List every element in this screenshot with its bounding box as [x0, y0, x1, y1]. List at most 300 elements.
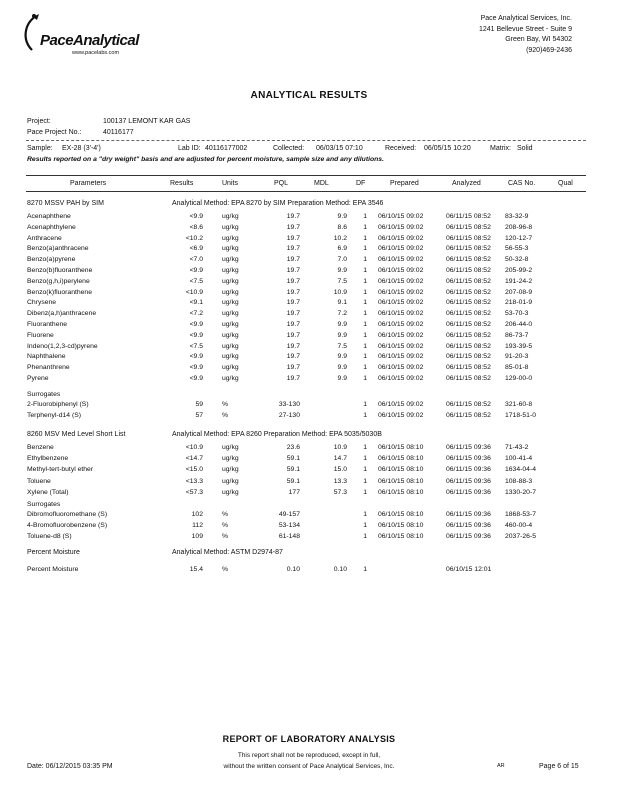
df: 1 [363, 511, 367, 518]
pql: 19.7 [286, 245, 300, 253]
result-value: 59 [195, 401, 203, 408]
col-units: Units [222, 180, 238, 187]
param-name: Benzene [27, 444, 54, 451]
result-value: <10.2 [185, 234, 203, 242]
prepared-date: 06/10/15 09:02 [378, 288, 424, 296]
analyzed-date: 06/11/15 08:52 [446, 213, 491, 220]
table-row [0, 213, 618, 224]
df: 1 [363, 321, 367, 328]
pql: 19.7 [286, 267, 300, 274]
section-title: Percent Moisture [27, 549, 80, 556]
units: % [222, 522, 229, 530]
pql: 19.7 [286, 321, 300, 328]
df: 1 [363, 342, 367, 350]
pql: 59.1 [286, 455, 300, 463]
df: 1 [363, 375, 367, 382]
result-value: <14.7 [185, 455, 203, 463]
cas-number: 218-01-9 [505, 299, 533, 307]
received-label: Received: [385, 145, 417, 152]
analyzed-date: 06/11/15 08:52 [446, 245, 491, 253]
cas-number: 53-70-3 [505, 310, 529, 318]
cas-number: 205-99-2 [505, 267, 533, 274]
pql: 59.1 [286, 466, 300, 474]
analyzed-date: 06/11/15 08:52 [446, 234, 491, 242]
cas-number: 50-32-8 [505, 256, 529, 264]
mdl: 9.9 [337, 364, 347, 372]
received-value: 06/05/15 10:20 [424, 145, 471, 152]
table-row [0, 224, 618, 235]
pql: 19.7 [286, 213, 300, 220]
prepared-date: 06/10/15 09:02 [378, 331, 424, 339]
table-row [0, 289, 618, 300]
analyzed-date: 06/11/15 08:52 [446, 401, 491, 408]
prepared-date: 06/10/15 08:10 [378, 466, 424, 474]
pql: 19.7 [286, 223, 300, 231]
prepared-date: 06/10/15 08:10 [378, 533, 424, 541]
table-row [0, 375, 618, 386]
analyzed-date: 06/11/15 08:52 [446, 267, 491, 274]
analyzed-date: 06/10/15 12:01 [446, 566, 492, 573]
mdl: 9.9 [337, 331, 347, 339]
project-label: Project: [27, 118, 51, 125]
param-name: Indeno(1,2,3-cd)pyrene [27, 342, 98, 350]
units: ug/kg [222, 288, 239, 296]
units: ug/kg [222, 342, 239, 350]
mdl: 9.9 [337, 267, 347, 274]
table-row [0, 256, 618, 267]
mdl: 9.9 [337, 353, 347, 361]
mdl: 0.10 [333, 566, 347, 573]
surrogates-label: Surrogates [27, 391, 61, 398]
cas-number: 56-55-3 [505, 245, 529, 253]
table-row [0, 466, 618, 477]
pql: 19.7 [286, 299, 300, 307]
units: % [222, 511, 229, 518]
df: 1 [363, 466, 367, 474]
param-name: Pyrene [27, 375, 49, 382]
mdl: 9.1 [337, 299, 347, 307]
df: 1 [363, 331, 367, 339]
units: ug/kg [222, 477, 239, 485]
units: ug/kg [222, 353, 239, 361]
mdl: 9.9 [337, 321, 347, 328]
pql: 19.7 [286, 310, 300, 318]
df: 1 [363, 234, 367, 242]
address-line: 1241 Bellevue Street - Suite 9 [478, 25, 572, 33]
analyzed-date: 06/11/15 08:52 [446, 277, 491, 285]
table-row [0, 455, 618, 466]
analyzed-date: 06/11/15 09:36 [446, 455, 491, 463]
prepared-date: 06/10/15 09:02 [378, 411, 424, 419]
units: ug/kg [222, 223, 239, 231]
header-bottom-rule [26, 191, 586, 192]
cas-number: 2037-26-5 [505, 533, 536, 541]
mdl: 8.6 [337, 223, 347, 231]
mdl: 57.3 [333, 488, 347, 496]
cas-number: 207-08-9 [505, 288, 533, 296]
df: 1 [363, 256, 367, 264]
result-value: <10.9 [185, 288, 203, 296]
result-value: <57.3 [185, 488, 203, 496]
param-name: Ethylbenzene [27, 455, 69, 463]
result-value: <9.9 [189, 375, 203, 382]
pql: 33-130 [278, 401, 300, 408]
cas-number: 71-43-2 [505, 444, 529, 451]
mdl: 14.7 [333, 455, 347, 463]
cas-number: 91-20-3 [505, 353, 529, 361]
result-value: <9.9 [189, 213, 203, 220]
col-pql: PQL [274, 180, 289, 187]
param-name: Fluorene [27, 331, 54, 339]
company-logo [18, 10, 143, 60]
footer-disclaimer-1: This report shall not be reproduced, except in full, [237, 752, 381, 759]
units: ug/kg [222, 455, 239, 463]
mdl: 7.5 [337, 277, 347, 285]
param-name: Benzo(a)anthracene [27, 245, 89, 253]
param-name: Terphenyl-d14 (S) [27, 411, 82, 419]
cas-number: 86-73-7 [505, 331, 529, 339]
cas-number: 1718-51-0 [505, 411, 536, 419]
section-title: 8270 MSSV PAH by SIM [27, 200, 104, 207]
surrogates-label: Surrogates [27, 501, 61, 508]
units: ug/kg [222, 245, 239, 253]
result-value: 102 [191, 511, 203, 518]
df: 1 [363, 223, 367, 231]
lab-id-value: 40116177002 [205, 145, 248, 152]
units: ug/kg [222, 277, 239, 285]
table-row [0, 511, 618, 522]
cas-number: 460-00-4 [505, 522, 533, 530]
table-row [0, 321, 618, 332]
df: 1 [363, 288, 367, 296]
pql: 53-134 [278, 522, 300, 530]
df: 1 [363, 488, 367, 496]
result-value: 109 [191, 533, 203, 541]
cas-number: 1634-04-4 [505, 466, 536, 474]
prepared-date: 06/10/15 09:02 [378, 267, 424, 274]
param-name: Dibromofluoromethane (S) [27, 511, 108, 518]
table-row [0, 401, 618, 412]
result-value: <7.0 [189, 256, 203, 264]
prepared-date: 06/10/15 09:02 [378, 213, 424, 220]
units: % [222, 566, 229, 573]
pql: 0.10 [286, 566, 300, 573]
cas-number: 120-12-7 [505, 234, 533, 242]
analyzed-date: 06/11/15 08:52 [446, 331, 491, 339]
param-name: Benzo(a)pyrene [27, 256, 76, 264]
result-value: <6.9 [189, 245, 203, 253]
result-value: <15.0 [185, 466, 203, 474]
table-row [0, 533, 618, 544]
units: ug/kg [222, 321, 239, 328]
result-value: <13.3 [185, 477, 203, 485]
analyzed-date: 06/11/15 09:36 [446, 522, 491, 530]
collected-value: 06/03/15 07:10 [316, 145, 363, 152]
pace-project-label: Pace Project No.: [27, 129, 82, 136]
pace-project-value: 40116177 [103, 129, 134, 136]
results-note: Results reported on a "dry weight" basis and are adjusted for percent moisture, sample size and any dilutions. [27, 156, 384, 163]
param-name: 2-Fluorobiphenyl (S) [27, 401, 89, 408]
logo-text: PaceAnalytical [40, 32, 139, 49]
analyzed-date: 06/11/15 08:52 [446, 256, 491, 264]
units: % [222, 401, 229, 408]
pql: 19.7 [286, 288, 300, 296]
units: ug/kg [222, 466, 239, 474]
mdl: 13.3 [333, 477, 347, 485]
df: 1 [363, 566, 367, 573]
table-row [0, 343, 618, 354]
col-prepared: Prepared [390, 180, 419, 187]
analyzed-date: 06/11/15 09:36 [446, 466, 491, 474]
param-name: Benzo(b)fluoranthene [27, 267, 93, 274]
address-line: (920)469-2436 [526, 46, 572, 54]
units: ug/kg [222, 375, 239, 382]
section-method: Analytical Method: EPA 8270 by SIM Preparation Method: EPA 3546 [172, 200, 384, 207]
df: 1 [363, 267, 367, 274]
df: 1 [363, 353, 367, 361]
collected-label: Collected: [273, 145, 305, 152]
col-analyzed: Analyzed [452, 180, 481, 187]
pql: 19.7 [286, 234, 300, 242]
page-title: ANALYTICAL RESULTS [250, 90, 368, 101]
param-name: Phenanthrene [27, 364, 70, 372]
param-name: Anthracene [27, 234, 62, 242]
cas-number: 1868-53-7 [505, 511, 536, 518]
table-row [0, 364, 618, 375]
result-value: <9.9 [189, 321, 203, 328]
cas-number: 100-41-4 [505, 455, 533, 463]
divider [26, 140, 586, 141]
pql: 177 [288, 488, 300, 496]
df: 1 [363, 477, 367, 485]
units: ug/kg [222, 267, 239, 274]
col-cas: CAS No. [508, 180, 536, 187]
sample-value: EX-28 (3'-4') [62, 145, 101, 152]
cas-number: 83-32-9 [505, 213, 529, 220]
mdl: 7.0 [337, 256, 347, 264]
df: 1 [363, 213, 367, 220]
mdl: 7.5 [337, 342, 347, 350]
prepared-date: 06/10/15 08:10 [378, 511, 424, 518]
cas-number: 85-01-8 [505, 364, 529, 372]
prepared-date: 06/10/15 09:02 [378, 321, 424, 328]
pql: 49-157 [278, 511, 300, 518]
pql: 19.7 [286, 364, 300, 372]
units: ug/kg [222, 331, 239, 339]
pql: 23.6 [286, 444, 300, 451]
result-value: <7.5 [189, 277, 203, 285]
pql: 19.7 [286, 277, 300, 285]
param-name: Naphthalene [27, 353, 66, 361]
table-row [0, 566, 618, 577]
cas-number: 108-88-3 [505, 477, 533, 485]
col-parameters: Parameters [70, 180, 107, 187]
units: ug/kg [222, 364, 239, 372]
prepared-date: 06/10/15 09:02 [378, 223, 424, 231]
result-value: <9.9 [189, 331, 203, 339]
table-row [0, 332, 618, 343]
mdl: 10.9 [333, 288, 347, 296]
result-value: <7.5 [189, 342, 203, 350]
table-row [0, 278, 618, 289]
result-value: <9.9 [189, 364, 203, 372]
analyzed-date: 06/11/15 08:52 [446, 310, 491, 318]
mdl: 10.9 [333, 444, 347, 451]
col-mdl: MDL [314, 180, 329, 187]
df: 1 [363, 364, 367, 372]
table-row [0, 299, 618, 310]
cas-number: 208-96-8 [505, 223, 533, 231]
analyzed-date: 06/11/15 09:36 [446, 488, 491, 496]
cas-number: 191-24-2 [505, 277, 533, 285]
analyzed-date: 06/11/15 09:36 [446, 477, 491, 485]
prepared-date: 06/10/15 09:02 [378, 364, 424, 372]
pql: 19.7 [286, 256, 300, 264]
analyzed-date: 06/11/15 08:52 [446, 223, 491, 231]
units: % [222, 533, 229, 541]
analyzed-date: 06/11/15 08:52 [446, 411, 491, 419]
units: ug/kg [222, 488, 239, 496]
param-name: Benzo(k)fluoranthene [27, 288, 92, 296]
footer-disclaimer-2: without the written consent of Pace Analytical Services, Inc. [223, 763, 395, 770]
df: 1 [363, 277, 367, 285]
result-value: 15.4 [189, 566, 203, 573]
param-name: Chrysene [27, 299, 57, 307]
result-value: 112 [192, 522, 203, 530]
param-name: Methyl-tert-butyl ether [27, 466, 94, 474]
prepared-date: 06/10/15 08:10 [378, 455, 424, 463]
report-footer-title: REPORT OF LABORATORY ANALYSIS [222, 734, 396, 744]
df: 1 [363, 444, 367, 451]
table-row [0, 245, 618, 256]
analyzed-date: 06/11/15 09:36 [446, 533, 491, 541]
cas-number: 321-60-8 [505, 401, 533, 408]
address-line: Pace Analytical Services, Inc. [480, 15, 572, 22]
param-name: Dibenz(a,h)anthracene [27, 310, 97, 318]
param-name: Xylene (Total) [27, 488, 69, 496]
result-value: <8.6 [189, 223, 203, 231]
param-name: Toluene-d8 (S) [27, 533, 72, 541]
lab-id-label: Lab ID: [178, 145, 201, 152]
prepared-date: 06/10/15 08:10 [378, 522, 424, 530]
analyzed-date: 06/11/15 08:52 [446, 364, 491, 372]
units: ug/kg [222, 256, 239, 264]
table-row [0, 478, 618, 489]
section-title: 8260 MSV Med Level Short List [27, 431, 126, 438]
param-name: Benzo(g,h,i)perylene [27, 277, 90, 285]
units: ug/kg [222, 444, 239, 451]
mdl: 6.9 [337, 245, 347, 253]
footer-code: AR [497, 763, 505, 769]
table-row [0, 310, 618, 321]
cas-number: 129-00-0 [505, 375, 533, 382]
pql: 19.7 [286, 375, 300, 382]
matrix-value: Solid [517, 145, 533, 152]
result-value: <9.9 [189, 267, 203, 274]
table-row [0, 412, 618, 423]
units: % [222, 411, 229, 419]
analyzed-date: 06/11/15 08:52 [446, 288, 491, 296]
analyzed-date: 06/11/15 08:52 [446, 299, 491, 307]
analyzed-date: 06/11/15 08:52 [446, 342, 491, 350]
units: ug/kg [222, 310, 239, 318]
param-name: Acenaphthene [27, 213, 71, 220]
prepared-date: 06/10/15 09:02 [378, 401, 424, 408]
df: 1 [363, 299, 367, 307]
lab-address [479, 14, 572, 56]
mdl: 7.2 [337, 310, 347, 318]
param-name: Acenaphthylene [27, 223, 76, 231]
mdl: 15.0 [333, 466, 347, 474]
header-top-rule [26, 175, 586, 176]
prepared-date: 06/10/15 09:02 [378, 342, 424, 350]
df: 1 [363, 533, 367, 541]
prepared-date: 06/10/15 08:10 [378, 444, 424, 451]
units: ug/kg [222, 299, 239, 307]
table-row [0, 235, 618, 246]
pql: 61-148 [278, 533, 300, 541]
mdl: 9.9 [337, 375, 347, 382]
pql: 19.7 [286, 342, 300, 350]
mdl: 9.9 [337, 213, 347, 220]
df: 1 [363, 411, 367, 419]
analyzed-date: 06/11/15 08:52 [446, 321, 491, 328]
pql: 27-130 [278, 411, 300, 419]
analyzed-date: 06/11/15 08:52 [446, 375, 491, 382]
address-line: Green Bay, WI 54302 [505, 36, 572, 43]
prepared-date: 06/10/15 09:02 [378, 256, 424, 264]
mdl: 10.2 [333, 234, 347, 242]
units: ug/kg [222, 213, 239, 220]
table-row [0, 267, 618, 278]
param-name: Toluene [27, 477, 51, 485]
section-method: Analytical Method: EPA 8260 Preparation Method: EPA 5035/5030B [172, 431, 382, 438]
matrix-label: Matrix: [490, 145, 511, 152]
table-row [0, 353, 618, 364]
prepared-date: 06/10/15 09:02 [378, 353, 424, 361]
prepared-date: 06/10/15 08:10 [378, 488, 424, 496]
pql: 19.7 [286, 353, 300, 361]
analyzed-date: 06/11/15 09:36 [446, 444, 491, 451]
sample-label: Sample: [27, 145, 53, 152]
cas-number: 1330-20-7 [505, 488, 536, 496]
table-row [0, 489, 618, 500]
result-value: <9.9 [189, 353, 203, 361]
result-value: 57 [195, 411, 203, 419]
col-results: Results [170, 180, 194, 187]
pql: 59.1 [286, 477, 300, 485]
prepared-date: 06/10/15 09:02 [378, 234, 424, 242]
prepared-date: 06/10/15 09:02 [378, 245, 424, 253]
units: ug/kg [222, 234, 239, 242]
analyzed-date: 06/11/15 08:52 [446, 353, 491, 361]
cas-number: 206-44-0 [505, 321, 533, 328]
col-qual: Qual [558, 180, 573, 187]
logo-url: www.pacelabs.com [72, 50, 120, 56]
table-row [0, 522, 618, 533]
df: 1 [363, 310, 367, 318]
param-name: Fluoranthene [27, 321, 68, 328]
cas-number: 193-39-5 [505, 342, 533, 350]
analyzed-date: 06/11/15 09:36 [446, 511, 491, 518]
param-name: Percent Moisture [27, 566, 79, 573]
page-number: Page 6 of 15 [539, 763, 579, 770]
section-method: Analytical Method: ASTM D2974-87 [172, 549, 283, 556]
report-date: Date: 06/12/2015 03:35 PM [27, 763, 113, 770]
col-df: DF [356, 180, 366, 187]
prepared-date: 06/10/15 09:02 [378, 310, 424, 318]
result-value: <9.1 [189, 299, 203, 307]
